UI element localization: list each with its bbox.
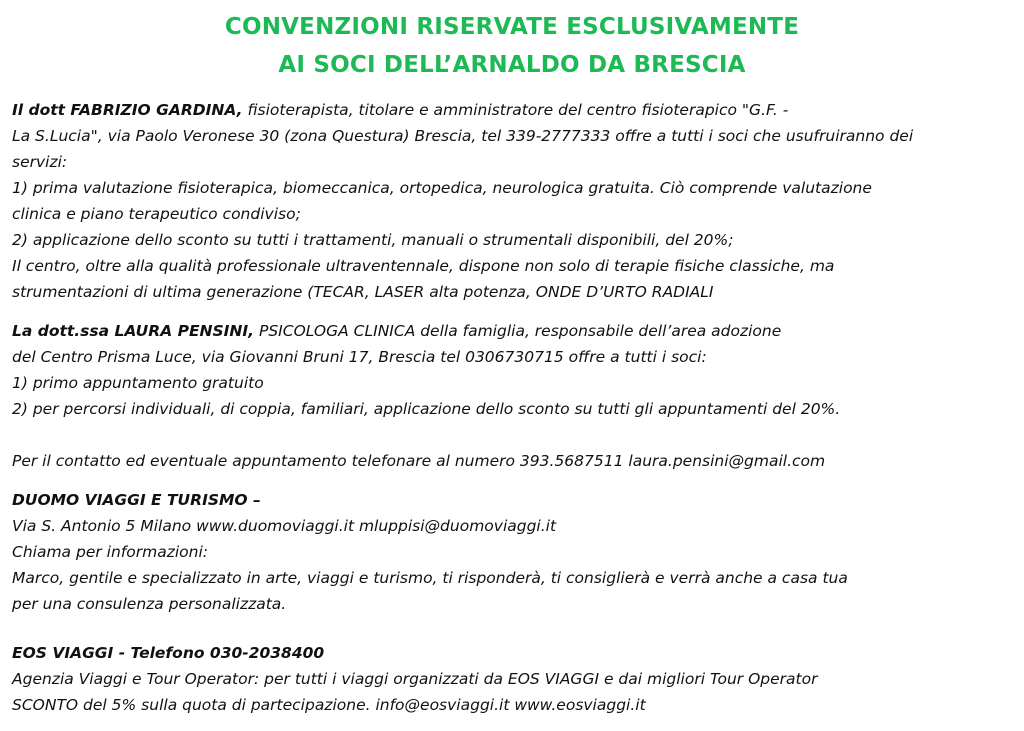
gardina-name: Il dott FABRIZIO GARDINA, <box>12 101 243 119</box>
eos-line-1: Agenzia Viaggi e Tour Operator: per tutti i viaggi organizzati da EOS VIAGGI e dai migliori Tour Operator <box>12 670 818 688</box>
pensini-line-3: 1) primo appuntamento gratuito <box>12 374 264 392</box>
duomo-line-3: Marco, gentile e specializzato in arte, viaggi e turismo, ti risponderà, ti consiglierà e verrà anche a casa tua <box>12 569 848 587</box>
gardina-line-6: 2) applicazione dello sconto su tutti i trattamenti, manuali o strumentali disponibili, del 20%; <box>12 231 734 249</box>
gardina-line-1 <box>12 100 788 120</box>
eos-heading: EOS VIAGGI - Telefono 030-2038400 <box>12 644 325 662</box>
pensini-line-2: del Centro Prisma Luce, via Giovanni Bruni 17, Brescia tel 0306730715 offre a tutti i soci: <box>12 348 707 366</box>
gardina-line-2: La S.Lucia", via Paolo Veronese 30 (zona Questura) Brescia, tel 339-2777333 offre a tutti i soci che usufruiranno dei <box>12 127 914 145</box>
eos-line-2: SCONTO del 5% sulla quota di partecipazione. info@eosviaggi.it www.eosviaggi.it <box>12 696 646 714</box>
duomo-line-2: Chiama per informazioni: <box>12 543 208 561</box>
duomo-heading: DUOMO VIAGGI E TURISMO – <box>12 491 261 509</box>
pensini-contact-line: Per il contatto ed eventuale appuntamento telefonare al numero 393.5687511 laura.pensini@gmail.com <box>12 452 826 470</box>
gardina-line-8: strumentazioni di ultima generazione (TECAR, LASER alta potenza, ONDE D’URTO RADIALI <box>12 283 714 301</box>
gardina-line-5: clinica e piano terapeutico condiviso; <box>12 205 301 223</box>
pensini-line-4: 2) per percorsi individuali, di coppia, familiari, applicazione dello sconto su tutti gli appuntamenti del 20%. <box>12 400 841 418</box>
gardina-intro: fisioterapista, titolare e amministratore del centro fisioterapico "G.F. - <box>242 101 789 119</box>
pensini-name: La dott.ssa LAURA PENSINI, <box>12 322 255 340</box>
duomo-line-4: per una consulenza personalizzata. <box>12 595 287 613</box>
duomo-line-1: Via S. Antonio 5 Milano www.duomoviaggi.it mluppisi@duomoviaggi.it <box>12 517 557 535</box>
pensini-line-1 <box>12 321 781 341</box>
pensini-intro: PSICOLOGA CLINICA della famiglia, responsabile dell’area adozione <box>254 322 782 340</box>
gardina-line-3: servizi: <box>12 153 68 171</box>
page-title-line-1: CONVENZIONI RISERVATE ESCLUSIVAMENTE <box>224 14 800 40</box>
gardina-line-7: Il centro, oltre alla qualità professionale ultraventennale, dispone non solo di terapie fisiche classiche, ma <box>12 257 835 275</box>
page-title-line-2: AI SOCI DELL’ARNALDO DA BRESCIA <box>278 52 746 78</box>
gardina-line-4: 1) prima valutazione fisioterapica, biomeccanica, ortopedica, neurologica gratuita. Ciò comprende valutazione <box>12 179 872 197</box>
